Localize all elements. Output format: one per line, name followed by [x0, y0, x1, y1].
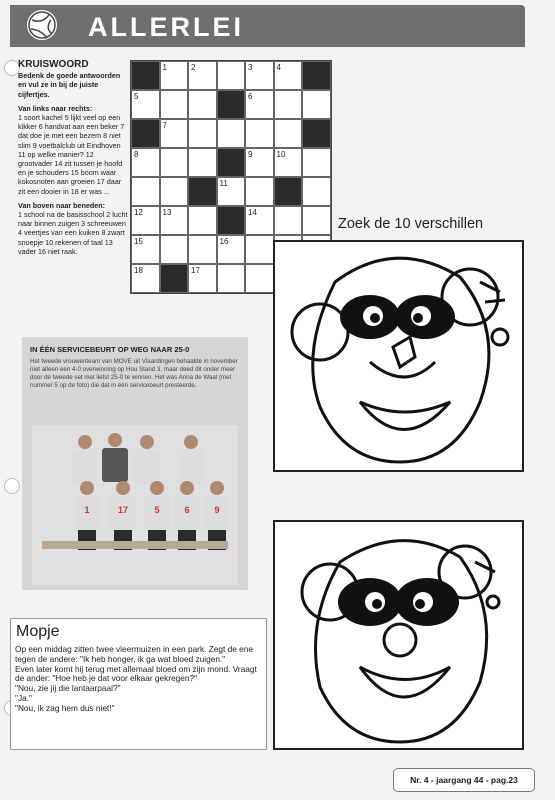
bench [42, 541, 228, 549]
crossword-cell [131, 235, 160, 264]
jersey-number: 5 [144, 496, 170, 530]
crossword-cell [188, 264, 217, 293]
volleyball-logo-icon [24, 7, 60, 43]
crossword-cell [245, 119, 274, 148]
joke-line: "Nou, ik zag hem dus niet!" [15, 702, 115, 713]
cell-number: 10 [276, 150, 286, 159]
crossword-cell [217, 61, 246, 90]
crossword-cell [188, 148, 217, 177]
crossword-cell [302, 177, 331, 206]
crossword-cell [160, 61, 189, 90]
crossword-cell [160, 119, 189, 148]
crossword-cell [274, 206, 303, 235]
joke-line: "Nou, zie jij die lantaarpaal?" [15, 683, 121, 694]
cell-number: 16 [219, 237, 229, 246]
horizontal-clues: 1 soort kachel 5 lijkt veel op een kikker 6 handvat aan een beker 7 dat doe je met een bezem 8 niet slim 9 voetbalclub uit Eindhoven 11 op welke manier? 12 grootvader 14 zit tussen je hoofd en je schouders 15 boom waar kokosnoten aan groeien 17 daar zit een dooier in 18 er was ... [18, 113, 125, 196]
crossword-cell [217, 90, 246, 119]
joke-box [10, 618, 267, 750]
crossword-cell [131, 148, 160, 177]
crossword-cell [274, 177, 303, 206]
cell-number: 3 [248, 63, 253, 72]
joke-line: Even later komt hij terug met allemaal bloed om zijn mond. Vraagt de ander: "Hoe heb je dat voor elkaar gekregen?" [15, 663, 257, 684]
cell-number: 7 [162, 121, 167, 130]
crossword-cell [245, 264, 274, 293]
jersey-number: 9 [204, 496, 230, 530]
crossword-cell [245, 177, 274, 206]
crossword-cell [302, 148, 331, 177]
cell-number: 12 [134, 208, 143, 217]
crossword-cell [131, 119, 160, 148]
vertical-title: Van boven naar beneden: [18, 200, 106, 210]
crossword-cell [302, 119, 331, 148]
cell-number: 13 [162, 208, 172, 217]
crossword-cell [188, 235, 217, 264]
crossword-intro: Bedenk de goede antwoorden en vul ze in bij de juiste cijfertjes. [18, 71, 121, 99]
crossword-cell [245, 61, 274, 90]
crossword-cell [131, 90, 160, 119]
jersey-number: 1 [74, 496, 100, 530]
crossword-cell [217, 264, 246, 293]
section-header [10, 5, 525, 47]
crossword-cell [131, 177, 160, 206]
news-body: Het tweede vrouwenteam van MOVE uit Vlaardingen behaalde in november niet alleen een 4-0 overwinning op Hou Stand 3, maar deed dit onder meer door de tweede set met liefst 25-0 te winnen. Het was Anna de Waal (met nummer 5 op de foto) die dat in één servicebeurt presteerde. [30, 358, 238, 389]
cell-number: 2 [191, 63, 196, 72]
crossword-cell [188, 119, 217, 148]
joke-line: Op een middag zitten twee vleermuizen in een park. Zegt de ene tegen de andere: "Ik heb honger, ik ga wat bloed zuigen." [15, 644, 253, 664]
cell-number: 17 [191, 266, 200, 275]
jersey-number: 17 [110, 496, 136, 530]
horizontal-title: Van links naar rechts: [18, 103, 93, 113]
crossword-cell [160, 235, 189, 264]
crossword-cell [302, 61, 331, 90]
news-box [22, 337, 248, 590]
cartoon-panel-bottom [273, 520, 524, 750]
cell-number: 15 [134, 237, 143, 246]
cell-number: 6 [248, 92, 253, 101]
cell-number: 4 [276, 63, 281, 72]
crossword-cell [217, 148, 246, 177]
crossword-cell [160, 148, 189, 177]
cell-number: 11 [219, 179, 228, 188]
crossword-cell [245, 90, 274, 119]
joke-heading: Mopje [16, 623, 60, 640]
crossword-cell [188, 177, 217, 206]
crossword-cell [188, 61, 217, 90]
cell-number: 14 [248, 208, 257, 217]
crossword-cell [217, 235, 246, 264]
crossword-cell [274, 119, 303, 148]
crossword-clues [18, 60, 128, 256]
crossword-cell [131, 61, 160, 90]
crossword-cell [274, 90, 303, 119]
cell-number: 9 [248, 150, 253, 159]
team-photo [32, 425, 238, 585]
crossword-cell [245, 235, 274, 264]
crossword-cell [274, 148, 303, 177]
crossword-cell [245, 206, 274, 235]
crossword-cell [217, 119, 246, 148]
crossword-cell [160, 177, 189, 206]
crossword-cell [274, 61, 303, 90]
crossword-cell [217, 177, 246, 206]
puzzle-title: Zoek de 10 verschillen [338, 216, 484, 232]
binder-hole-mid [4, 478, 20, 494]
bear-face-drawing [275, 242, 522, 470]
cell-number: 1 [162, 63, 167, 72]
cell-number: 8 [134, 150, 139, 159]
cell-number: 5 [134, 92, 139, 101]
crossword-cell [160, 206, 189, 235]
crossword-cell [302, 90, 331, 119]
joke-line: "Ja." [15, 692, 32, 703]
page-footer: Nr. 4 - jaargang 44 - pag.23 [393, 768, 535, 792]
bear-face-drawing [275, 522, 522, 748]
cartoon-panel-top [273, 240, 524, 472]
crossword-cell [160, 264, 189, 293]
crossword-cell [160, 90, 189, 119]
crossword-cell [131, 206, 160, 235]
vertical-clues: 1 school na de basisschool 2 lucht naar binnen zuigen 3 schreeuwen 4 veertjes van een kuiken 8 zwart snoepje 10 rekenen of taal 13 vader 16 niet raak. [18, 210, 128, 256]
cell-number: 18 [134, 266, 143, 275]
crossword-cell [302, 206, 331, 235]
crossword-heading: KRUISWOORD [18, 59, 89, 70]
section-title: ALLERLEI [88, 12, 244, 42]
news-headline: IN ÉÉN SERVICEBEURT OP WEG NAAR 25-0 [30, 345, 190, 354]
crossword-cell [188, 206, 217, 235]
jersey-number: 6 [174, 496, 200, 530]
crossword-cell [131, 264, 160, 293]
crossword-cell [245, 148, 274, 177]
crossword-cell [188, 90, 217, 119]
crossword-cell [217, 206, 246, 235]
